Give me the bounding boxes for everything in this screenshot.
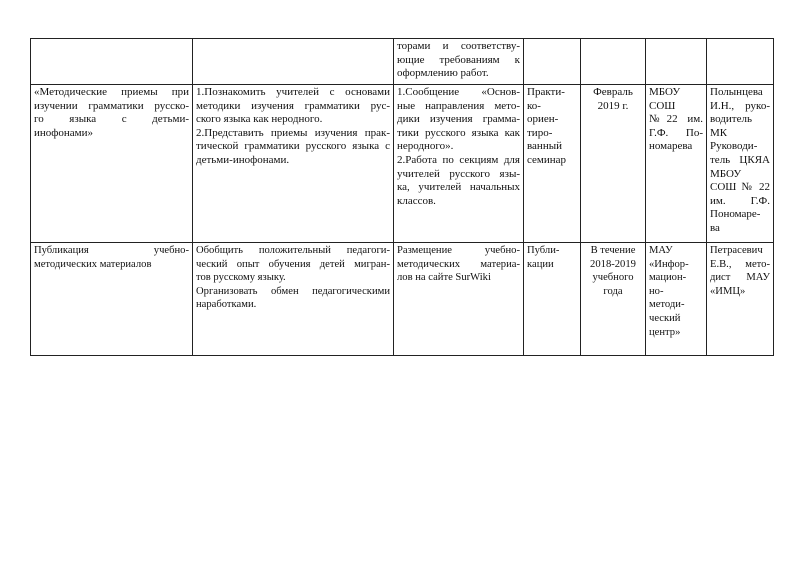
cell-text-line: методических материалов xyxy=(34,258,152,270)
cell-text-line: СОШ № 22 xyxy=(710,181,770,194)
cell-text-line: МБОУ xyxy=(649,86,681,98)
cell-text-line: Практи- xyxy=(527,86,565,98)
event-content-cell xyxy=(394,243,524,356)
event-venue-cell xyxy=(646,39,707,85)
cell-text-line: им. Г.Ф. xyxy=(710,194,770,207)
cell-text-line: «Методические приемы при xyxy=(34,86,189,98)
event-title-cell xyxy=(31,85,193,243)
cell-text-line: ориен- xyxy=(527,113,559,126)
cell-text-line: Пономаре- xyxy=(710,208,761,221)
cell-text-line: Полынцева xyxy=(710,86,763,98)
cell-text-line: учителей русского язы- xyxy=(397,167,520,180)
event-responsible-cell xyxy=(707,243,774,356)
cell-text-line: ческий опыт обучения детей мигран- xyxy=(196,258,390,270)
cell-text-line: МБОУ xyxy=(710,167,742,180)
cell-text-line: 2.Представить приемы изучения прак- xyxy=(196,126,390,139)
event-goals-cell xyxy=(193,243,394,356)
cell-text-line: Петрасевич xyxy=(710,245,763,256)
event-venue-cell xyxy=(646,243,707,356)
cell-text-line: ческий xyxy=(649,312,681,324)
cell-text-line: методических материа- xyxy=(397,258,520,270)
cell-text-line: 2018-2019 xyxy=(590,258,636,270)
cell-text-line: 1.Познакомить учителей с основами xyxy=(196,86,390,98)
table-row xyxy=(31,85,774,243)
cell-text-line: номарева xyxy=(649,140,693,153)
cell-text-line: лов на сайте SurWiki xyxy=(397,272,491,284)
event-date-cell xyxy=(581,243,646,356)
cell-text-line: методики изучения грамматики рус- xyxy=(196,99,390,112)
cell-text-line: 2019 г. xyxy=(597,99,629,112)
table-row xyxy=(31,243,774,356)
cell-text-line: наработками. xyxy=(196,299,257,311)
events-table xyxy=(30,38,774,356)
cell-text-line: детьми-инофонами. xyxy=(196,153,290,166)
cell-text-line: го языка с детьми- xyxy=(34,113,189,126)
cell-text-line: Г.Ф. По- xyxy=(649,126,703,139)
event-responsible-cell xyxy=(707,39,774,85)
event-format-cell xyxy=(524,243,581,356)
cell-text-line: Февраль xyxy=(593,86,633,98)
cell-text-line: ные направления мето- xyxy=(397,99,520,112)
cell-text-line: тель ЦКЯА xyxy=(710,153,770,166)
cell-text-line: методи- xyxy=(649,299,685,311)
event-goals-cell xyxy=(193,85,394,243)
cell-text-line: тов русскому языку. xyxy=(196,272,286,284)
cell-text-line: дики изучения грамма- xyxy=(397,113,520,126)
cell-text-line: И.Н., руко- xyxy=(710,99,770,112)
event-date-cell xyxy=(581,39,646,85)
event-responsible-cell xyxy=(707,85,774,243)
cell-text-line: 2.Работа по секциям для xyxy=(397,153,520,166)
cell-text-line: СОШ xyxy=(649,99,676,112)
cell-text-line: МК xyxy=(710,126,728,139)
cell-text-line: ского языка как неродного. xyxy=(196,113,323,126)
cell-text-line: Публикация учебно- xyxy=(34,245,189,256)
cell-text-line: Организовать обмен педагогическими xyxy=(196,285,390,297)
event-format-cell xyxy=(524,85,581,243)
cell-text-line: «ИМЦ» xyxy=(710,285,746,297)
cell-text-line: Руководи- xyxy=(710,140,758,153)
table-row xyxy=(31,39,774,85)
cell-text-line: семинар xyxy=(527,153,567,166)
cell-text-line: неродного». xyxy=(397,140,454,153)
event-date-cell xyxy=(581,85,646,243)
cell-text-line: Публи- xyxy=(527,245,560,256)
cell-text-line: «Инфор- xyxy=(649,258,689,270)
cell-text-line: водитель xyxy=(710,113,752,126)
cell-text-line: тики русского языка как xyxy=(397,126,520,139)
cell-text-line: ванный xyxy=(527,140,562,153)
cell-text-line: №22 им. xyxy=(649,113,703,126)
cell-text-line: оформлению работ. xyxy=(397,67,489,80)
event-venue-cell xyxy=(646,85,707,243)
event-title-cell xyxy=(31,243,193,356)
cell-text-line: года xyxy=(603,285,623,297)
cell-text-line: кации xyxy=(527,258,554,270)
cell-text-line: инофонами» xyxy=(34,126,94,139)
event-title-cell xyxy=(31,39,193,85)
cell-text-line: Размещение учебно- xyxy=(397,245,520,256)
cell-text-line: В течение xyxy=(590,245,636,256)
cell-text-line: мацион- xyxy=(649,272,687,284)
cell-text-line: дист МАУ xyxy=(710,272,770,284)
event-format-cell xyxy=(524,39,581,85)
cell-text-line: изучении грамматики русско- xyxy=(34,99,189,112)
cell-text-line: ва xyxy=(710,221,720,234)
cell-text-line: МАУ xyxy=(649,245,673,256)
cell-text-line: центр» xyxy=(649,326,681,338)
event-content-cell xyxy=(394,85,524,243)
cell-text-line: тической грамматики русского языка с xyxy=(196,140,390,153)
cell-text-line: 1.Сообщение «Основ- xyxy=(397,86,520,98)
event-content-cell xyxy=(394,39,524,85)
cell-text-line: ющие требованиям к xyxy=(397,53,520,66)
event-goals-cell xyxy=(193,39,394,85)
cell-text-line: ка, учителей начальных xyxy=(397,181,520,194)
cell-text-line: ко- xyxy=(527,99,541,112)
cell-text-line: учебного xyxy=(592,272,634,284)
cell-text-line: Е.В., мето- xyxy=(710,258,770,270)
cell-text-line: но- xyxy=(649,285,664,297)
cell-text-line: торами и соответству- xyxy=(397,40,520,52)
cell-text-line: тиро- xyxy=(527,126,553,139)
cell-text-line: Обобщить положительный педагоги- xyxy=(196,245,390,256)
cell-text-line: классов. xyxy=(397,194,436,207)
